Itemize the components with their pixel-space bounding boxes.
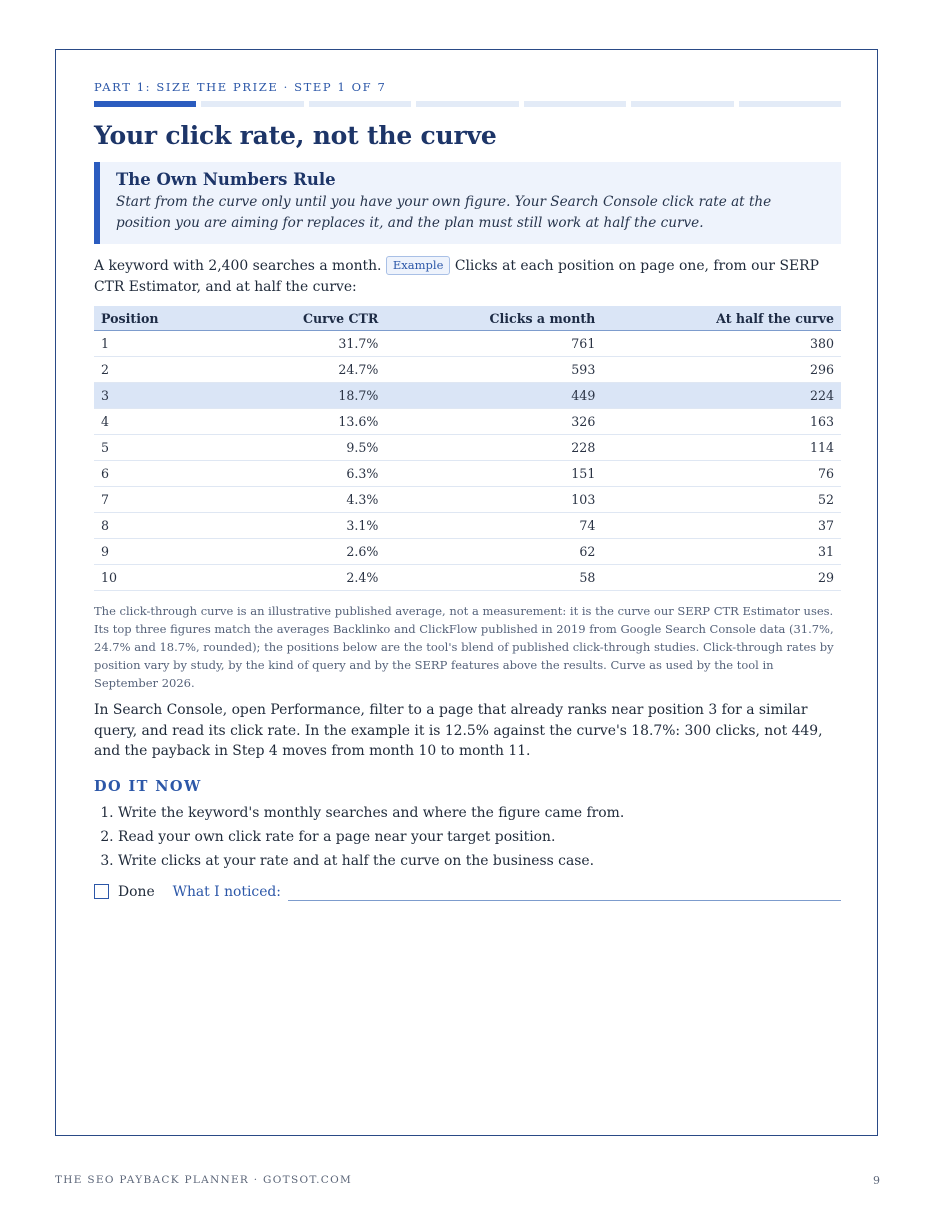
search-console-paragraph: In Search Console, open Performance, filter to a page that already ranks near position 3 for a similar query, and read its click rate. In the example it is 12.5% against the curve's 18.7%: 300 clicks, not 449, and the payback in Step 4 moves from month 10 to month 11. [94, 702, 823, 759]
cell-position: 4 [94, 409, 224, 435]
table-row [94, 565, 841, 591]
table-row [94, 331, 841, 357]
noticed-label: What I noticed: [172, 883, 281, 900]
column-header-clicks: Clicks a month [385, 306, 602, 331]
cell-curve-ctr: 2.4% [224, 565, 386, 591]
progress-segment [416, 101, 518, 107]
list-item: 2. Read your own click rate for a page near your target position. [118, 825, 841, 849]
cell-half-curve: 52 [602, 487, 841, 513]
table-row [94, 383, 841, 409]
cell-position: 8 [94, 513, 224, 539]
cell-half-curve: 296 [602, 357, 841, 383]
cell-half-curve: 37 [602, 513, 841, 539]
example-badge: Example [386, 256, 451, 275]
cell-clicks: 449 [385, 383, 602, 409]
cell-half-curve: 76 [602, 461, 841, 487]
table-row [94, 513, 841, 539]
cell-position: 5 [94, 435, 224, 461]
cell-position: 3 [94, 383, 224, 409]
cell-position: 9 [94, 539, 224, 565]
cell-clicks: 103 [385, 487, 602, 513]
curve-source-note: The click-through curve is an illustrative published average, not a measurement: it is the curve our SERP CTR Estimator uses. Its top three figures match the averages Backlinko and ClickFlow published in 2019 from Google Search Console data (31.7%, 24.7% and 18.7%, rounded); the positions below are the tool's blend of published click-through studies. Click-through rates by position vary by study, by the kind of query and by the SERP features above the results. Curve as used by the tool in September 2026. [94, 604, 834, 690]
cell-position: 10 [94, 565, 224, 591]
ctr-table [94, 306, 841, 591]
cell-curve-ctr: 13.6% [224, 409, 386, 435]
do-it-now-list [94, 801, 841, 873]
table-row [94, 435, 841, 461]
progress-segment [309, 101, 411, 107]
cell-clicks: 326 [385, 409, 602, 435]
table-row [94, 487, 841, 513]
cell-curve-ctr: 31.7% [224, 331, 386, 357]
progress-segment [631, 101, 733, 107]
list-item: 1. Write the keyword's monthly searches and where the figure came from. [118, 801, 841, 825]
column-header-position: Position [94, 306, 224, 331]
cell-curve-ctr: 3.1% [224, 513, 386, 539]
done-label: Done [118, 883, 155, 900]
done-checkbox[interactable] [94, 884, 109, 899]
cell-half-curve: 114 [602, 435, 841, 461]
cell-position: 7 [94, 487, 224, 513]
cell-position: 1 [94, 331, 224, 357]
cell-half-curve: 31 [602, 539, 841, 565]
cell-curve-ctr: 4.3% [224, 487, 386, 513]
cell-curve-ctr: 2.6% [224, 539, 386, 565]
table-row [94, 409, 841, 435]
cell-position: 2 [94, 357, 224, 383]
cell-clicks: 62 [385, 539, 602, 565]
rule-title: The Own Numbers Rule [116, 170, 336, 189]
list-item: 3. Write clicks at your rate and at half the curve on the business case. [118, 849, 841, 873]
column-header-half-curve: At half the curve [602, 306, 841, 331]
step-progress-bar [94, 101, 841, 107]
cell-curve-ctr: 24.7% [224, 357, 386, 383]
cell-half-curve: 163 [602, 409, 841, 435]
intro-text-after: Clicks at each position on page one, from our SERP CTR Estimator, and at half the curve: [94, 258, 819, 295]
cell-clicks: 74 [385, 513, 602, 539]
cell-half-curve: 29 [602, 565, 841, 591]
cell-clicks: 593 [385, 357, 602, 383]
progress-segment [201, 101, 303, 107]
page-number: 9 [873, 1174, 880, 1187]
cell-curve-ctr: 6.3% [224, 461, 386, 487]
cell-clicks: 228 [385, 435, 602, 461]
table-row [94, 539, 841, 565]
cell-curve-ctr: 18.7% [224, 383, 386, 409]
progress-segment [739, 101, 841, 107]
page-frame [55, 49, 878, 1136]
noticed-input-line[interactable] [288, 883, 841, 901]
page-title: Your click rate, not the curve [94, 121, 497, 150]
cell-half-curve: 380 [602, 331, 841, 357]
cell-half-curve: 224 [602, 383, 841, 409]
cell-clicks: 151 [385, 461, 602, 487]
intro-text-before: A keyword with 2,400 searches a month. [94, 258, 382, 274]
do-it-now-heading: DO IT NOW [94, 777, 202, 795]
step-kicker: PART 1: SIZE THE PRIZE · STEP 1 OF 7 [94, 80, 387, 94]
cell-position: 6 [94, 461, 224, 487]
page-content [94, 50, 841, 901]
cell-clicks: 58 [385, 565, 602, 591]
column-header-curve-ctr: Curve CTR [224, 306, 386, 331]
intro-paragraph [94, 256, 841, 298]
table-row [94, 461, 841, 487]
table-row [94, 357, 841, 383]
cell-curve-ctr: 9.5% [224, 435, 386, 461]
rule-text: Start from the curve only until you have your own figure. Your Search Console click rate at the position you are aiming for replaces it, and the plan must still work at half the curve. [116, 194, 772, 231]
done-row [94, 883, 841, 901]
cell-clicks: 761 [385, 331, 602, 357]
progress-segment [524, 101, 626, 107]
progress-segment [94, 101, 196, 107]
footer-title: THE SEO PAYBACK PLANNER · GOTSOT.COM [55, 1174, 353, 1186]
table-header-row [94, 306, 841, 331]
rule-callout [94, 162, 841, 244]
